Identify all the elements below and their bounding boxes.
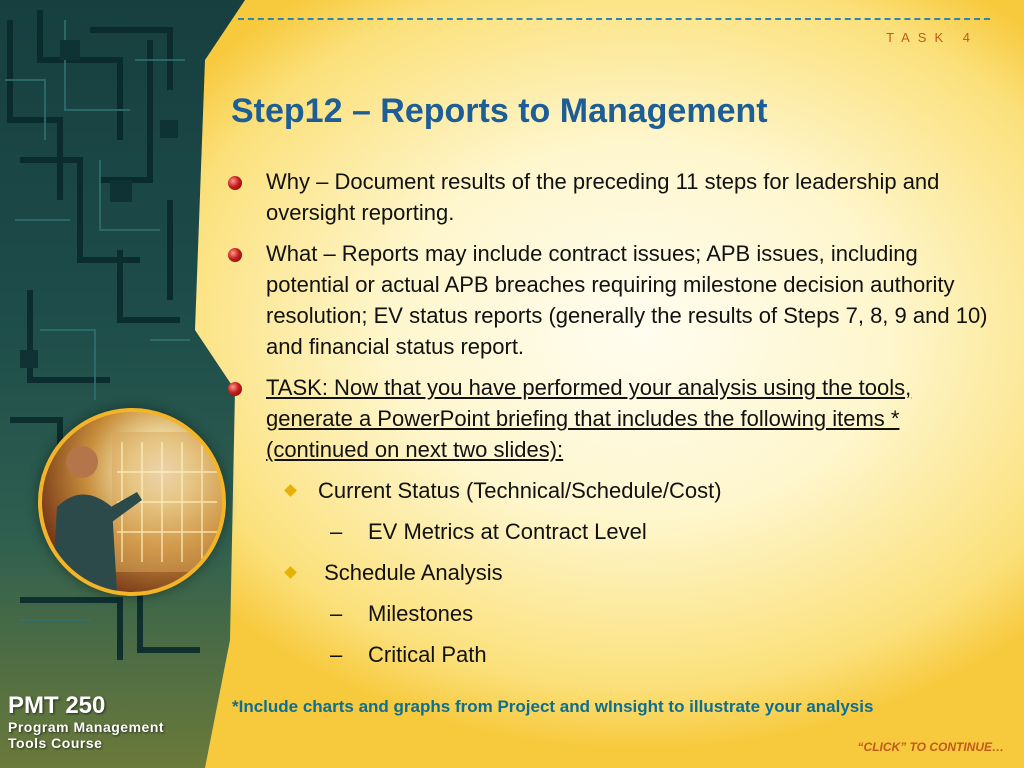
slide-title: Step12 – Reports to Management	[231, 92, 768, 130]
sub-item-milestones	[228, 598, 998, 629]
dash-bullet: –	[330, 519, 343, 544]
bullet-why	[228, 166, 998, 228]
sub-item-critical-path	[228, 639, 998, 670]
red-bullet-icon	[228, 382, 242, 396]
bullet-what	[228, 238, 998, 362]
bullet-task	[228, 372, 998, 465]
dash-bullet: –	[330, 642, 343, 667]
red-bullet-icon	[228, 176, 242, 190]
red-bullet-icon	[228, 248, 242, 262]
sub-item-current-status	[228, 475, 998, 506]
course-name-line-1: Program Management	[8, 719, 165, 735]
course-logo	[8, 694, 164, 750]
circuit-board-panel	[0, 0, 260, 768]
diamond-bullet-icon	[284, 484, 297, 497]
bullet-text: Why – Document results of the preceding 11 steps for leadership and oversight reporting.	[266, 169, 940, 225]
header-divider	[238, 18, 990, 20]
course-code: PMT 250	[8, 692, 106, 719]
sub-item-ev-metrics	[228, 516, 998, 547]
sub-item-text: Schedule Analysis	[318, 560, 503, 585]
sub-item-text: EV Metrics at Contract Level	[368, 519, 647, 544]
footnote: *Include charts and graphs from Project and wInsight to illustrate your analysis	[232, 697, 874, 716]
diamond-bullet-icon	[284, 566, 297, 579]
bullet-text: TASK: Now that you have performed your analysis using the tools, generate a PowerPoint briefing that includes the following items * (continued on next two slides):	[266, 375, 912, 462]
sub-item-schedule-analysis	[228, 557, 998, 588]
slide-body	[228, 166, 998, 680]
photo-engineer-at-control-panel	[38, 408, 226, 596]
sub-item-text: Milestones	[368, 601, 474, 626]
sub-item-text: Critical Path	[368, 642, 487, 667]
task-label: TASK 4	[886, 30, 978, 45]
sub-item-text: Current Status (Technical/Schedule/Cost)	[318, 478, 722, 503]
continue-link[interactable]: “CLICK” TO CONTINUE…	[857, 740, 1004, 754]
circuit-pattern-graphic	[0, 0, 260, 768]
course-name-line-2: Tools Course	[8, 735, 103, 751]
bullet-text: What – Reports may include contract issues; APB issues, including potential or actual APB breaches requiring milestone decision authority resolution; EV status reports (generally the results of Steps 7, 8, 9 and 10) and financial status report.	[266, 241, 988, 359]
photo-illustration	[42, 412, 222, 592]
dash-bullet: –	[330, 601, 343, 626]
